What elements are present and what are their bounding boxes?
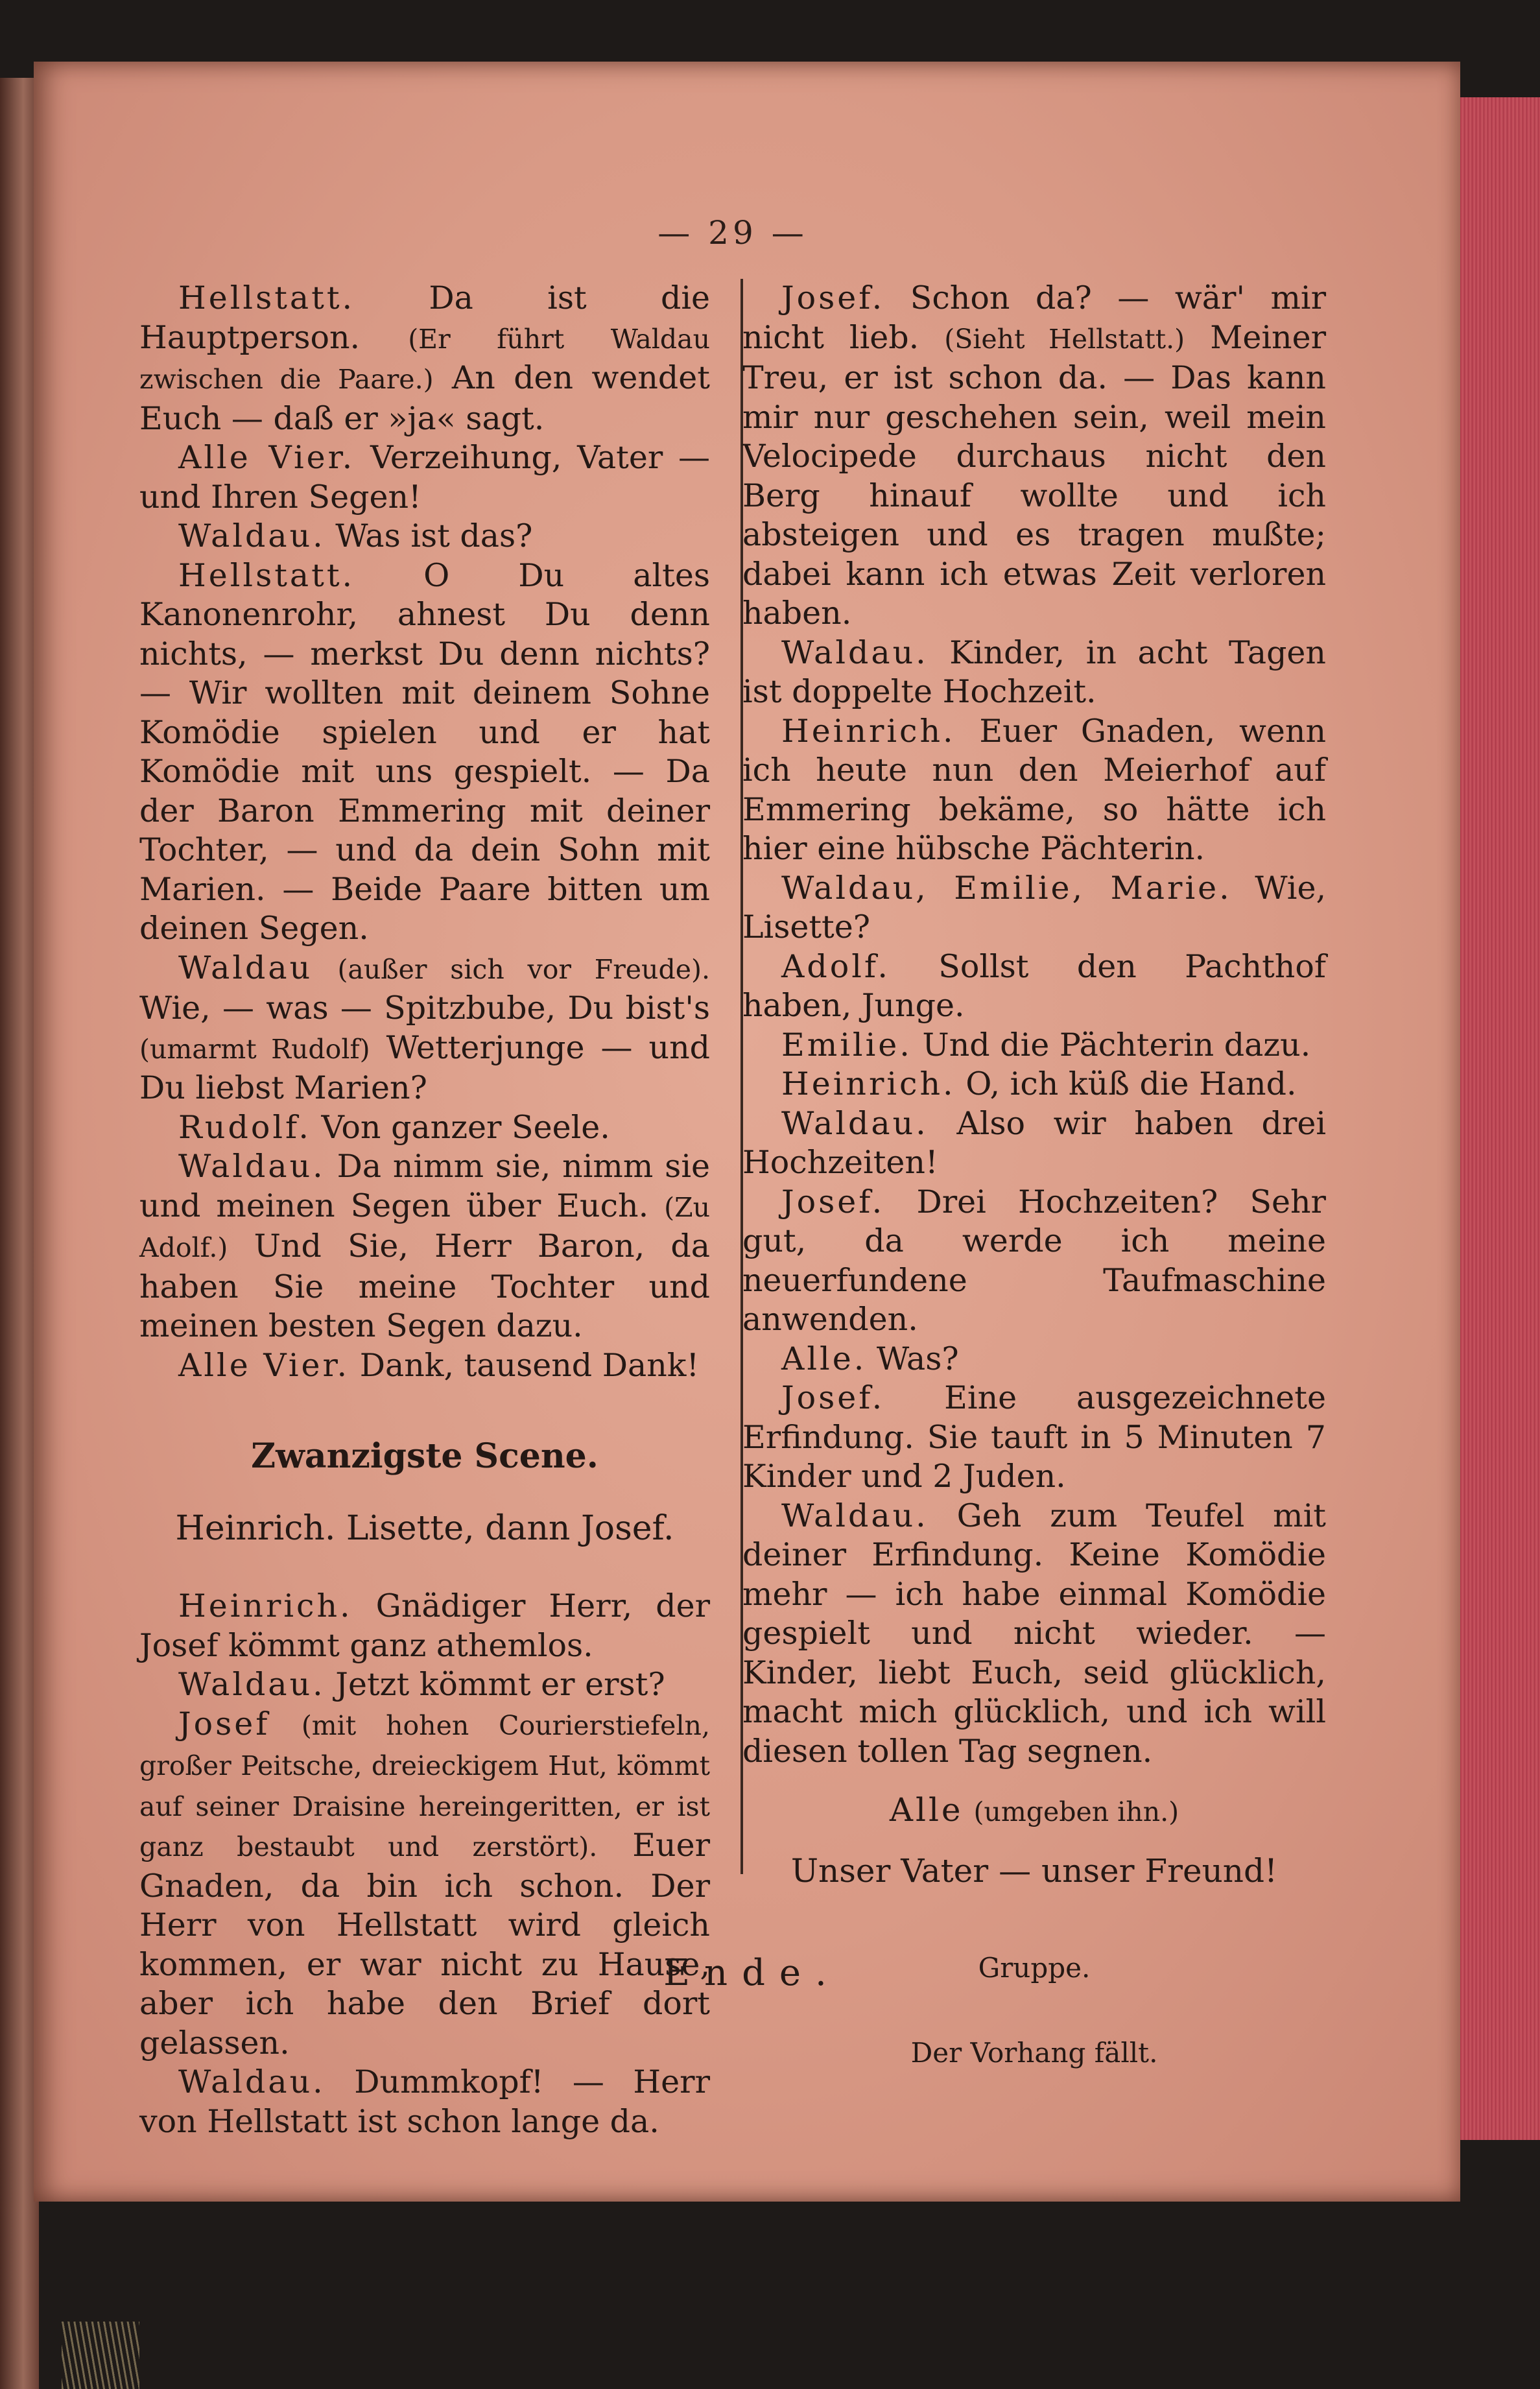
line-text: Wie, — was — Spitzbube, Du bist's	[139, 990, 710, 1027]
line-text: Euer Gnaden, wenn ich heute nun den Meierhof auf Emmering bekäme, so hätte ich hier eine hübsche Pächterin.	[742, 712, 1326, 867]
line-text: Verzeihung, Vater — und Ihren Segen!	[139, 439, 711, 516]
line-text: Dank, tausend Dank!	[359, 1346, 700, 1384]
book-page-edges	[1449, 97, 1540, 2140]
line-text: Geh zum Teufel mit deiner Erfindung. Keine Komödie mehr — ich habe einmal Komödie gespielt und nicht wieder. — Kinder, liebt Euch, seid glücklich, macht mich glücklich, und ich will diesen tollen Tag segnen.	[742, 1497, 1326, 1770]
line-text: Von ganzer Seele.	[321, 1108, 610, 1146]
dialogue-line	[742, 634, 1326, 712]
dialogue-line	[742, 1497, 1326, 1772]
curtain-direction: Der Vorhang fällt.	[910, 2036, 1158, 2069]
scene-persons: Heinrich. Lisette, dann Josef.	[175, 1508, 674, 1548]
stage-direction: (mit hohen Courierstiefeln, großer Peitsche, dreieckigem Hut, kömmt auf seiner Draisine hereingeritten, er ist ganz bestaubt und zerstört).	[139, 1709, 710, 1862]
dialogue-line	[742, 947, 1326, 1026]
line-text: Schon da? — wär' mir nicht lieb.	[742, 279, 1326, 356]
line-text: Da nimm sie, nimm sie und meinen Segen über Euch.	[139, 1148, 711, 1224]
speaker-name: Alle Vier.	[178, 439, 355, 476]
speaker-name: Waldau.	[178, 1666, 326, 1703]
line-text: Drei Hochzeiten? Sehr gut, da werde ich meine neuerfundene Taufmaschine anwenden.	[742, 1183, 1326, 1338]
right-column	[742, 279, 1326, 2073]
speaker-name: Waldau.	[781, 1104, 929, 1142]
stage-direction: (umgeben ihn.)	[973, 1796, 1179, 1827]
dialogue-line	[742, 1104, 1326, 1183]
facing-page-edge	[0, 78, 39, 2389]
line-text: Wetterjunge — und Du liebst Marien?	[139, 1028, 711, 1106]
dialogue-line	[742, 279, 1326, 634]
stage-direction: (Zu Adolf.)	[139, 1191, 711, 1263]
speaker-name: Waldau.	[178, 1148, 326, 1185]
speaker-name: Alle Vier.	[178, 1346, 350, 1384]
speaker-name: Waldau.	[781, 634, 929, 671]
stage-direction: (umarmt Rudolf)	[139, 1033, 370, 1065]
line-text: Was?	[876, 1340, 959, 1377]
dialogue-line	[139, 517, 710, 556]
line-text: Was ist das?	[335, 517, 533, 554]
speaker-name: Josef.	[781, 1379, 885, 1416]
speaker-name: Waldau	[178, 949, 313, 986]
speaker-name: Emilie.	[781, 1026, 912, 1064]
final-line: Unser Vater — unser Freund!	[790, 1851, 1278, 1890]
dialogue-line	[742, 712, 1326, 869]
speaker-name: Adolf.	[781, 947, 890, 985]
line-text: Dummkopf! — Herr von Hellstatt ist schon lange da.	[139, 2063, 710, 2140]
line-text: Da ist die Hauptperson.	[139, 279, 711, 356]
dialogue-line	[742, 1183, 1326, 1340]
dialogue-line	[139, 279, 710, 438]
line-text: Wie, Lisette?	[742, 869, 1327, 945]
line-text: Kinder, in acht Tagen ist doppelte Hochzeit.	[742, 634, 1326, 710]
dialogue-line	[742, 869, 1326, 947]
speaker-name: Josef	[178, 1705, 270, 1742]
dialogue-line	[139, 1108, 710, 1148]
binding-thread	[62, 2322, 139, 2389]
line-text: Meiner Treu, er ist schon da. — Das kann mir nur geschehen sein, weil mein Velocipede durchaus nicht den Berg hinauf wollte und ich absteigen und es tragen mußte; dabei kann ich etwas Zeit verloren haben.	[742, 318, 1327, 632]
speaker-name: Heinrich.	[781, 712, 956, 750]
speaker-name: Waldau.	[178, 517, 326, 554]
speaker-name: Rudolf.	[178, 1108, 311, 1146]
ende-title: Ende.	[663, 1952, 841, 1994]
line-text: Euer Gnaden, da bin ich schon. Der Herr von Hellstatt wird gleich kommen, er war nicht zu Hause, aber ich habe den Brief dort gelassen.	[139, 1827, 711, 2062]
line-text: Eine ausgezeichnete Erfindung. Sie tauft in 5 Minuten 7 Kinder und 2 Juden.	[742, 1379, 1326, 1495]
line-text: O Du altes Kanonenrohr, ahnest Du denn nichts, — merkst Du denn nichts? — Wir wollten mit deinem Sohne Komödie spielen und er hat Komödie mit uns gespielt. — Da der Baron Emmering mit deiner Tochter, — und da dein Sohn mit Marien. — Beide Paare bitten um deinen Segen.	[139, 556, 711, 947]
page-number: — 29 —	[657, 214, 808, 252]
speaker-name: Alle	[889, 1791, 964, 1829]
dialogue-line	[139, 438, 710, 517]
speaker-name: Waldau, Emilie, Marie.	[781, 869, 1232, 907]
stage-direction: (außer sich vor Freude).	[337, 953, 710, 985]
line-text: An den wendet Euch — daß er »ja« sagt.	[139, 359, 710, 437]
dialogue-line	[139, 556, 710, 949]
dialogue-line	[742, 1026, 1326, 1065]
dialogue-line	[139, 949, 710, 1108]
dialogue-line	[139, 1346, 710, 1386]
speaker-name: Josef.	[781, 279, 885, 316]
dialogue-line	[139, 1587, 710, 1665]
line-text: Und Sie, Herr Baron, da haben Sie meine Tochter und meinen besten Segen dazu.	[139, 1228, 711, 1344]
line-text: Sollst den Pachthof haben, Junge.	[742, 947, 1326, 1024]
line-text: Also wir haben drei Hochzeiten!	[742, 1104, 1327, 1181]
dialogue-line	[742, 1065, 1326, 1104]
speaker-name: Waldau.	[178, 2063, 326, 2100]
speaker-name: Alle.	[781, 1340, 867, 1377]
dialogue-line	[139, 1705, 710, 2063]
speaker-name: Josef.	[781, 1183, 885, 1220]
line-text: O, ich küß die Hand.	[965, 1065, 1297, 1102]
speaker-name: Hellstatt.	[178, 279, 355, 316]
stage-direction: (Sieht Hellstatt.)	[944, 323, 1185, 355]
line-text: Und die Pächterin dazu.	[922, 1026, 1311, 1064]
speaker-name: Hellstatt.	[178, 556, 355, 594]
dialogue-line	[742, 1379, 1326, 1497]
dialogue-line	[742, 1340, 1326, 1379]
line-text: Jetzt kömmt er erst?	[335, 1666, 665, 1703]
dialogue-line	[139, 2063, 710, 2141]
speaker-name: Waldau.	[781, 1497, 929, 1534]
stage-direction: (Er führt Waldau zwischen die Paare.)	[139, 323, 710, 395]
left-column	[139, 279, 710, 2141]
dialogue-line	[139, 1147, 710, 1346]
dialogue-line	[139, 1665, 710, 1705]
speaker-name: Heinrich.	[781, 1065, 956, 1102]
line-text: Gnädiger Herr, der Josef kömmt ganz athemlos.	[139, 1587, 711, 1664]
final-chorus-cue	[742, 1790, 1326, 1832]
scene-title: Zwanzigste Scene.	[251, 1436, 598, 1476]
tableau-direction: Gruppe.	[978, 1952, 1091, 1984]
speaker-name: Heinrich.	[178, 1587, 353, 1624]
